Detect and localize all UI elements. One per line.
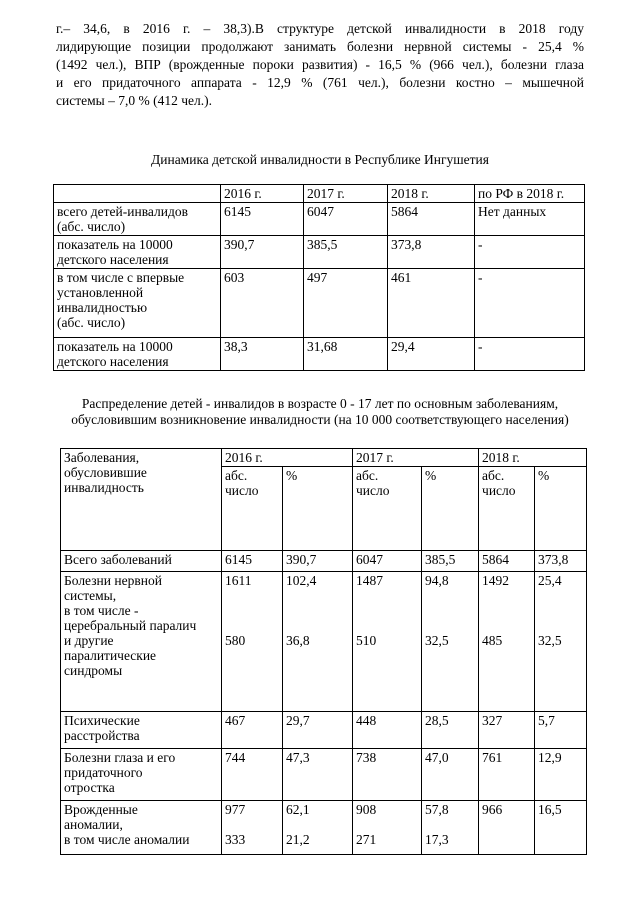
table-header-row	[54, 185, 585, 203]
table1-caption: Динамика детской инвалидности в Республике Ингушетия	[151, 152, 489, 167]
table-row	[54, 338, 585, 371]
table2-caption: Распределение детей - инвалидов в возрасте 0 - 17 лет по основным заболеваниям, обусловившим возникновение инвалидности (на 10 000 соответствующего населения)	[71, 396, 569, 427]
year-header: 2016 г.	[222, 449, 353, 467]
table-row	[54, 203, 585, 236]
subheader-abs: абс. число	[353, 467, 422, 551]
table-cell: 761	[479, 749, 535, 801]
row-label: Болезни глаза и его придаточного отростка	[61, 749, 222, 801]
table-cell: 448	[353, 712, 422, 749]
subheader-abs: абс. число	[222, 467, 283, 551]
table-cell: 327	[479, 712, 535, 749]
table-cell: 461	[388, 269, 475, 338]
table-cell: 94,8 32,5	[422, 572, 479, 712]
header-cell: 2016 г.	[221, 185, 304, 203]
disease-distribution-table	[60, 448, 587, 855]
table-row	[61, 801, 587, 855]
table-cell: 908 271	[353, 801, 422, 855]
table-cell: 497	[304, 269, 388, 338]
year-header: 2018 г.	[479, 449, 587, 467]
row-label: показатель на 10000 детского населения	[54, 338, 221, 371]
table-cell: 5,7	[535, 712, 587, 749]
table-cell: 12,9	[535, 749, 587, 801]
table-cell: 390,7	[221, 236, 304, 269]
table-cell: 603	[221, 269, 304, 338]
table-cell: 62,1 21,2	[283, 801, 353, 855]
header-cell: по РФ в 2018 г.	[475, 185, 585, 203]
header-cell-disease: Заболевания, обусловившие инвалидность	[61, 449, 222, 551]
header-cell: 2017 г.	[304, 185, 388, 203]
table-cell: Нет данных	[475, 203, 585, 236]
table-cell: 16,5	[535, 801, 587, 855]
intro-line: лидирующие позиции продолжают занимать болезни нервной системы - 25,4 %	[56, 39, 584, 54]
table-cell: 38,3	[221, 338, 304, 371]
subheader-pct: %	[283, 467, 353, 551]
table-cell: 373,8	[388, 236, 475, 269]
table-cell: 467	[222, 712, 283, 749]
table-cell: 31,68	[304, 338, 388, 371]
table-cell: 57,8 17,3	[422, 801, 479, 855]
table-cell: -	[475, 338, 585, 371]
table-cell: 966	[479, 801, 535, 855]
table-cell: 28,5	[422, 712, 479, 749]
table-cell: 390,7	[283, 551, 353, 572]
table-cell: 744	[222, 749, 283, 801]
table-cell: 6145	[221, 203, 304, 236]
table-cell: 5864	[388, 203, 475, 236]
intro-line: и его придаточного аппарата - 12,9 % (761 чел.), болезни костно – мышечной	[56, 75, 584, 90]
table-cell: 1492 485	[479, 572, 535, 712]
intro-line: системы – 7,0 % (412 чел.).	[56, 93, 212, 108]
subheader-pct: %	[422, 467, 479, 551]
table-row	[54, 269, 585, 338]
table-row	[61, 572, 587, 712]
header-cell: 2018 г.	[388, 185, 475, 203]
intro-line: г.– 34,6, в 2016 г. – 38,3).В структуре детской инвалидности в 2018 году	[56, 21, 584, 36]
table-cell: 5864	[479, 551, 535, 572]
intro-paragraph	[56, 20, 584, 110]
table-cell: 6047	[304, 203, 388, 236]
intro-line: (1492 чел.), ВПР (врожденные пороки развития) - 16,5 % (966 чел.), болезни глаза	[56, 57, 584, 72]
table-cell: 102,4 36,8	[283, 572, 353, 712]
table-row	[61, 551, 587, 572]
table-cell: 47,0	[422, 749, 479, 801]
table-cell: -	[475, 269, 585, 338]
row-label: Всего заболеваний	[61, 551, 222, 572]
table-header-row	[61, 449, 587, 467]
table-cell: 1611 580	[222, 572, 283, 712]
table-cell: 738	[353, 749, 422, 801]
table-cell: 1487 510	[353, 572, 422, 712]
row-label: Врожденные аномалии, в том числе аномалии	[61, 801, 222, 855]
row-label: Психические расстройства	[61, 712, 222, 749]
header-cell	[54, 185, 221, 203]
table-cell: 977 333	[222, 801, 283, 855]
table-cell: 47,3	[283, 749, 353, 801]
subheader-abs: абс. число	[479, 467, 535, 551]
table-row	[61, 712, 587, 749]
subheader-pct: %	[535, 467, 587, 551]
table-row	[61, 749, 587, 801]
row-label: показатель на 10000 детского населения	[54, 236, 221, 269]
table-cell: 373,8	[535, 551, 587, 572]
row-label: всего детей-инвалидов (абс. число)	[54, 203, 221, 236]
year-header: 2017 г.	[353, 449, 479, 467]
table-cell: 6145	[222, 551, 283, 572]
table-cell: 29,7	[283, 712, 353, 749]
table-cell: 385,5	[304, 236, 388, 269]
disability-dynamics-table	[53, 184, 585, 371]
row-label: в том числе с впервые установленной инвалидностью (абс. число)	[54, 269, 221, 338]
table-row	[54, 236, 585, 269]
table-cell: 385,5	[422, 551, 479, 572]
table-cell: 25,4 32,5	[535, 572, 587, 712]
row-label: Болезни нервной системы, в том числе - церебральный паралич и другие паралитические синдромы	[61, 572, 222, 712]
table-cell: 29,4	[388, 338, 475, 371]
table-cell: 6047	[353, 551, 422, 572]
table-cell: -	[475, 236, 585, 269]
